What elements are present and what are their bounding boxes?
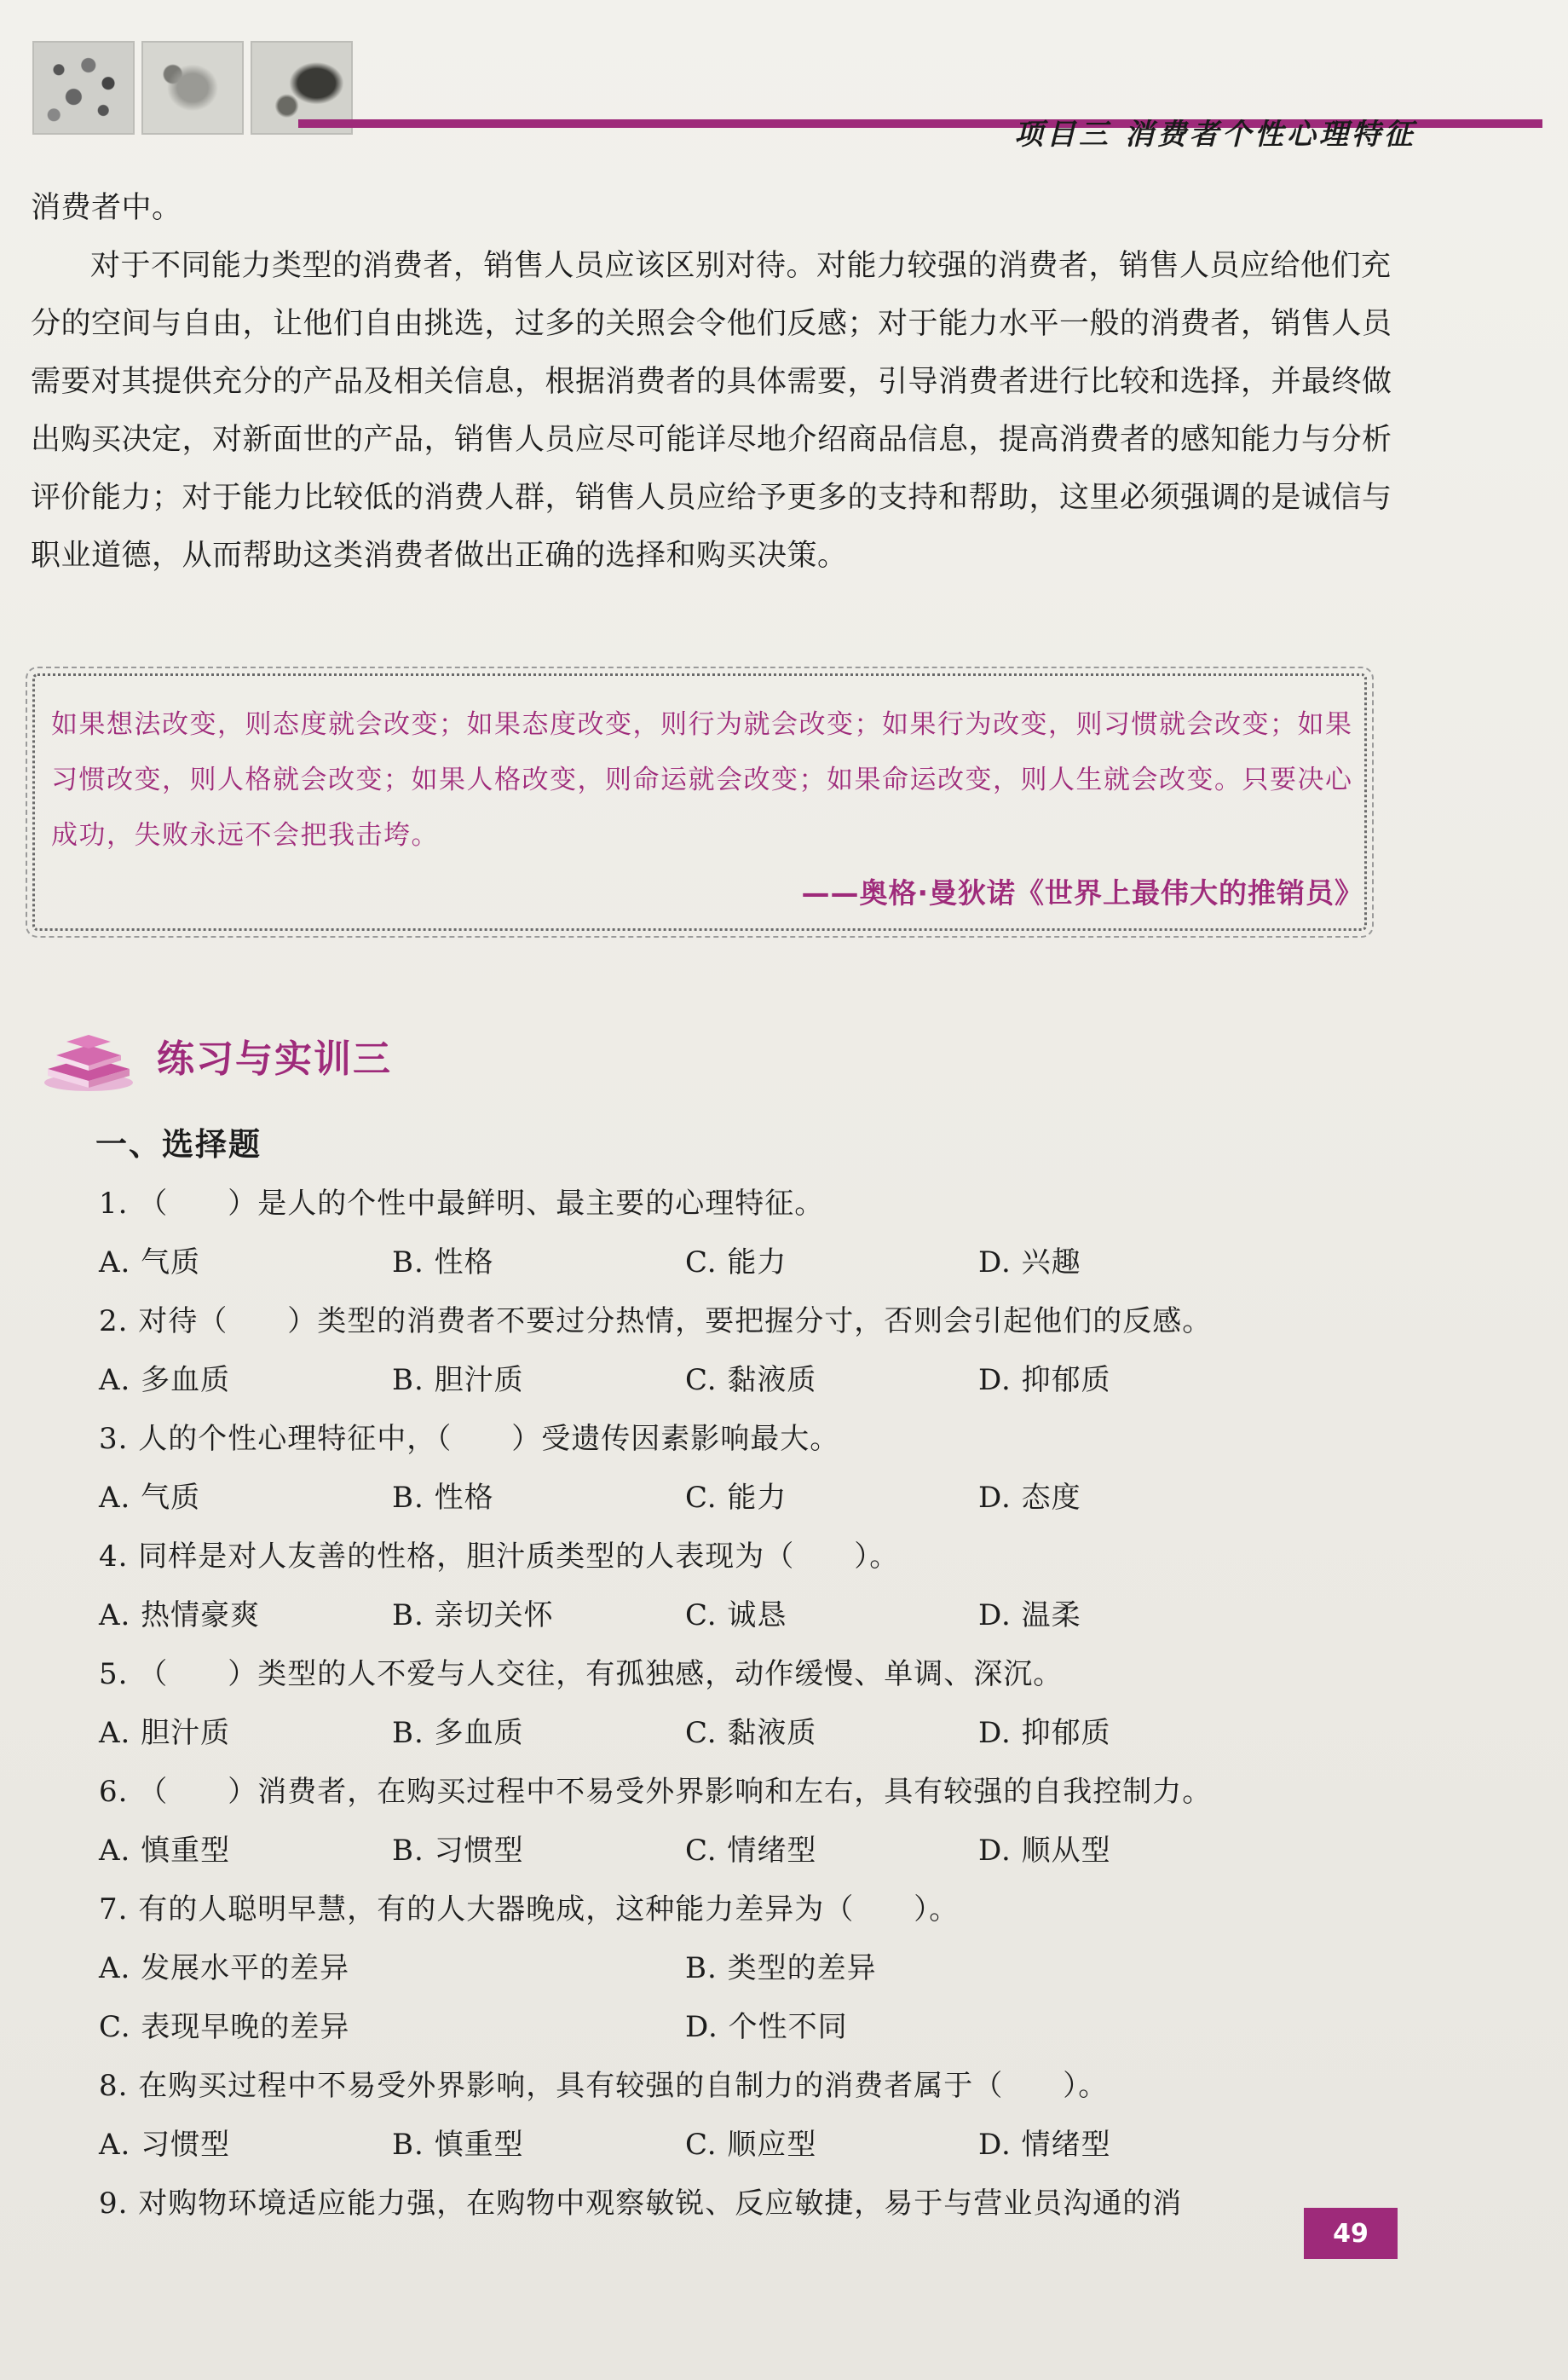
option: A. 胆汁质 [99, 1716, 231, 1750]
option: A. 气质 [99, 1481, 201, 1515]
section-title: 练习与实训三 [157, 1037, 392, 1081]
options-7a [99, 1939, 1411, 1998]
option: A. 慎重型 [99, 1834, 231, 1868]
option: C. 诚恳 [685, 1598, 787, 1632]
quote-source: ——奥格·曼狄诺《世界上最伟大的推销员》 [801, 876, 1363, 910]
option: A. 气质 [99, 1245, 201, 1280]
option: D. 顺从型 [978, 1834, 1111, 1868]
option: A. 多血质 [99, 1363, 231, 1397]
question-9: 9. 对购物环境适应能力强，在购物中观察敏锐、反应敏捷，易于与营业员沟通的消 [99, 2186, 1183, 2221]
paragraph: 对于不同能力类型的消费者，销售人员应该区别对待。对能力较强的消费者，销售人员应给他们充分的空间与自由，让他们自由挑选，过多的关照会令他们反感；对于能力水平一般的消费者，销售人员需要对其提供充分的产品及相关信息，根据消费者的具体需要，引导消费者进行比较和选择，并最终做出购买决定，对新面世的产品，销售人员应尽可能详尽地介绍商品信息，提高消费者的感知能力与分析评价能力；对于能力比较低的消费人群，销售人员应给予更多的支持和帮助，这里必须强调的是诚信与职业道德，从而帮助这类消费者做出正确的选择和购买决策。 [31, 249, 1392, 573]
option: B. 类型的差异 [685, 1951, 877, 1985]
option: C. 能力 [685, 1481, 787, 1515]
option: C. 情绪型 [685, 1834, 817, 1868]
options-1 [99, 1233, 1411, 1292]
quote-text: 如果想法改变，则态度就会改变；如果态度改变，则行为就会改变；如果行为改变，则习惯就会改变；如果习惯改变，则人格就会改变；如果人格改变，则命运就会改变；如果命运改变，则人生就会改变。只要决心成功，失败永远不会把我击垮。 [51, 709, 1353, 851]
question-5: 5. （ ）类型的人不爱与人交往，有孤独感，动作缓慢、单调、深沉。 [99, 1657, 1064, 1691]
question-3: 3. 人的个性心理特征中，（ ）受遗传因素影响最大。 [99, 1422, 840, 1456]
option: D. 抑郁质 [978, 1716, 1111, 1750]
option: B. 多血质 [392, 1716, 524, 1750]
option: B. 性格 [392, 1245, 494, 1280]
body-text [31, 179, 1392, 585]
header-image-2 [141, 41, 244, 135]
header-thumbnails [32, 41, 353, 131]
question-4: 4. 同样是对人友善的性格，胆汁质类型的人表现为（ ）。 [99, 1539, 900, 1574]
options-4 [99, 1586, 1411, 1645]
option: B. 习惯型 [392, 1834, 524, 1868]
option: C. 顺应型 [685, 2128, 817, 2162]
option: D. 情绪型 [978, 2128, 1111, 2162]
option: A. 热情豪爽 [99, 1598, 261, 1632]
question-list [99, 1175, 1411, 2233]
option: A. 习惯型 [99, 2128, 231, 2162]
question-6: 6. （ ）消费者，在购买过程中不易受外界影响和左右，具有较强的自我控制力。 [99, 1775, 1213, 1809]
option: A. 发展水平的差异 [99, 1951, 350, 1985]
paragraph: 消费者中。 [31, 191, 182, 225]
option: B. 慎重型 [392, 2128, 524, 2162]
options-7b [99, 1998, 1411, 2057]
question-2: 2. 对待（ ）类型的消费者不要过分热情，要把握分寸，否则会引起他们的反感。 [99, 1304, 1213, 1338]
option: D. 态度 [978, 1481, 1081, 1515]
page-number: 49 [1304, 2208, 1398, 2259]
option: D. 个性不同 [685, 2010, 848, 2044]
options-8 [99, 2116, 1411, 2175]
question-7: 7. 有的人聪明早慧，有的人大器晚成，这种能力差异为（ ）。 [99, 1892, 960, 1927]
running-header: 项目三 消费者个性心理特征 [1014, 118, 1416, 152]
option: B. 亲切关怀 [392, 1598, 554, 1632]
option: C. 表现早晚的差异 [99, 2010, 350, 2044]
books-icon [37, 1023, 140, 1095]
options-5 [99, 1704, 1411, 1763]
question-8: 8. 在购买过程中不易受外界影响，具有较强的自制力的消费者属于（ ）。 [99, 2069, 1109, 2103]
subsection-title: 一、选择题 [95, 1126, 262, 1163]
option: B. 性格 [392, 1481, 494, 1515]
option: C. 黏液质 [685, 1363, 817, 1397]
header-image-1 [32, 41, 135, 135]
option: C. 能力 [685, 1245, 787, 1280]
option: D. 温柔 [978, 1598, 1081, 1632]
option: D. 兴趣 [978, 1245, 1081, 1280]
option: B. 胆汁质 [392, 1363, 524, 1397]
question-1: 1. （ ）是人的个性中最鲜明、最主要的心理特征。 [99, 1187, 825, 1221]
options-2 [99, 1351, 1411, 1410]
option: C. 黏液质 [685, 1716, 817, 1750]
options-6 [99, 1822, 1411, 1880]
option: D. 抑郁质 [978, 1363, 1111, 1397]
options-3 [99, 1469, 1411, 1528]
